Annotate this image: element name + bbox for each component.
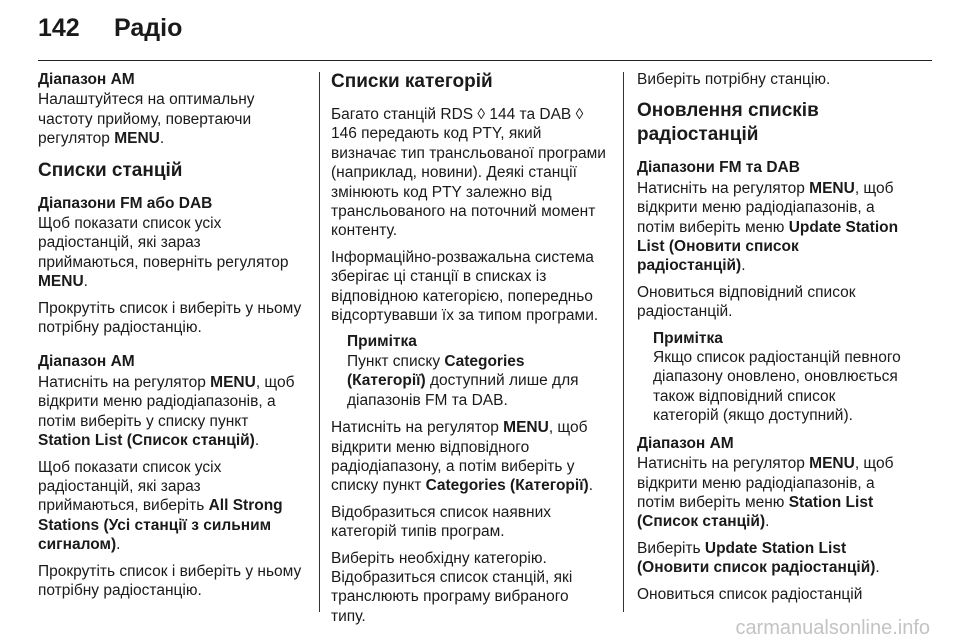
column-2 — [331, 70, 607, 633]
category-paragraph-3: Натисніть на регулятор MENU, щоб відкрити меню відповідного радіодіапазону, а потім виберіть у списку пункт Categories (Категорії). — [331, 419, 594, 495]
am-paragraph-1: Натисніть на регулятор MENU, щоб відкрити меню радіодіапазонів, а потім виберіть у списку пункт Station List (Список станцій). — [38, 373, 295, 450]
station-lists-heading: Списки станцій — [38, 159, 183, 181]
note-block-2 — [653, 329, 905, 426]
note-title: Примітка — [347, 333, 417, 351]
column-divider-2 — [623, 72, 624, 612]
fm-dab-heading: Діапазони FM або DAB — [38, 194, 213, 212]
category-lists-heading: Списки категорій — [331, 71, 493, 92]
am-band-heading-2: Діапазон АМ — [38, 353, 135, 371]
am-tuning-paragraph: Налаштуйтеся на оптимальну частоту прийому, повертаючи регулятор MENU. — [38, 91, 255, 148]
category-paragraph-4: Відобразиться список наявних категорій типів програм. — [331, 503, 551, 541]
category-paragraph-5: Виберіть необхідну категорію. Відобразиться список станцій, які транслюють програму вибраного типу. — [331, 549, 573, 625]
update-paragraph-5: Оновиться список радіостанцій — [637, 585, 863, 603]
am-band-heading: Діапазон АМ — [38, 71, 135, 88]
update-paragraph-1: Натисніть на регулятор MENU, щоб відкрити меню радіодіапазонів, а потім виберіть меню Update Station List (Оновити список радіостанцій). — [637, 179, 899, 275]
column-divider-1 — [319, 72, 320, 612]
am-band-heading-3: Діапазон АМ — [637, 434, 734, 452]
update-lists-heading: Оновлення списків радіостанцій — [637, 100, 819, 146]
fm-dab-heading-2: Діапазони FM та DAB — [637, 159, 800, 177]
page-number: 142 — [38, 14, 80, 42]
update-paragraph-4: Виберіть Update Station List (Оновити список радіостанцій). — [637, 539, 880, 577]
column-1 — [38, 70, 304, 607]
note-text-2: Якщо список радіостанцій певного діапазону оновлено, оновлюється також відповідний список категорій (якщо доступний). — [653, 349, 901, 425]
note-block — [347, 332, 607, 410]
update-paragraph-3: Натисніть на регулятор MENU, щоб відкрити меню радіодіапазонів, а потім виберіть меню Station List (Список станцій). — [637, 455, 894, 531]
category-paragraph-1: Багато станцій RDS ◊ 144 та DAB ◊ 146 передають код PTY, який визначає тип трансльованої програми (наприклад, новини). Деякі станції змінюють код PTY залежно від трансльованого на поточний момент контенту. — [331, 106, 606, 240]
note-text: Пункт списку Categories (Категорії) доступний лише для діапазонів FM та DAB. — [347, 352, 579, 409]
header-divider — [38, 60, 932, 61]
page-title: Радіо — [114, 14, 183, 42]
column-3 — [637, 70, 905, 611]
select-station-paragraph: Виберіть потрібну станцію. — [637, 71, 831, 88]
note-title-2: Примітка — [653, 329, 723, 347]
am-paragraph-3: Прокрутіть список і виберіть у ньому потрібну радіостанцію. — [38, 562, 302, 599]
category-paragraph-2: Інформаційно-розважальна система зберігає ці станції в списках із відповідною категорією, попередньо відсортувавши їх за типом програми. — [331, 248, 599, 325]
fm-dab-paragraph-2: Прокрутіть список і виберіть у ньому потрібну радіостанцію. — [38, 299, 302, 337]
fm-dab-paragraph-1: Щоб показати список усіх радіостанцій, які зараз приймаються, поверніть регулятор MENU. — [38, 215, 289, 291]
update-paragraph-2: Оновиться відповідний список радіостанцій. — [637, 283, 856, 321]
am-paragraph-2: Щоб показати список усіх радіостанцій, які зараз приймаються, виберіть All Strong Stations (Усі станції з сильним сигналом). — [38, 458, 283, 554]
watermark: carmanualsonline.info — [735, 617, 930, 639]
